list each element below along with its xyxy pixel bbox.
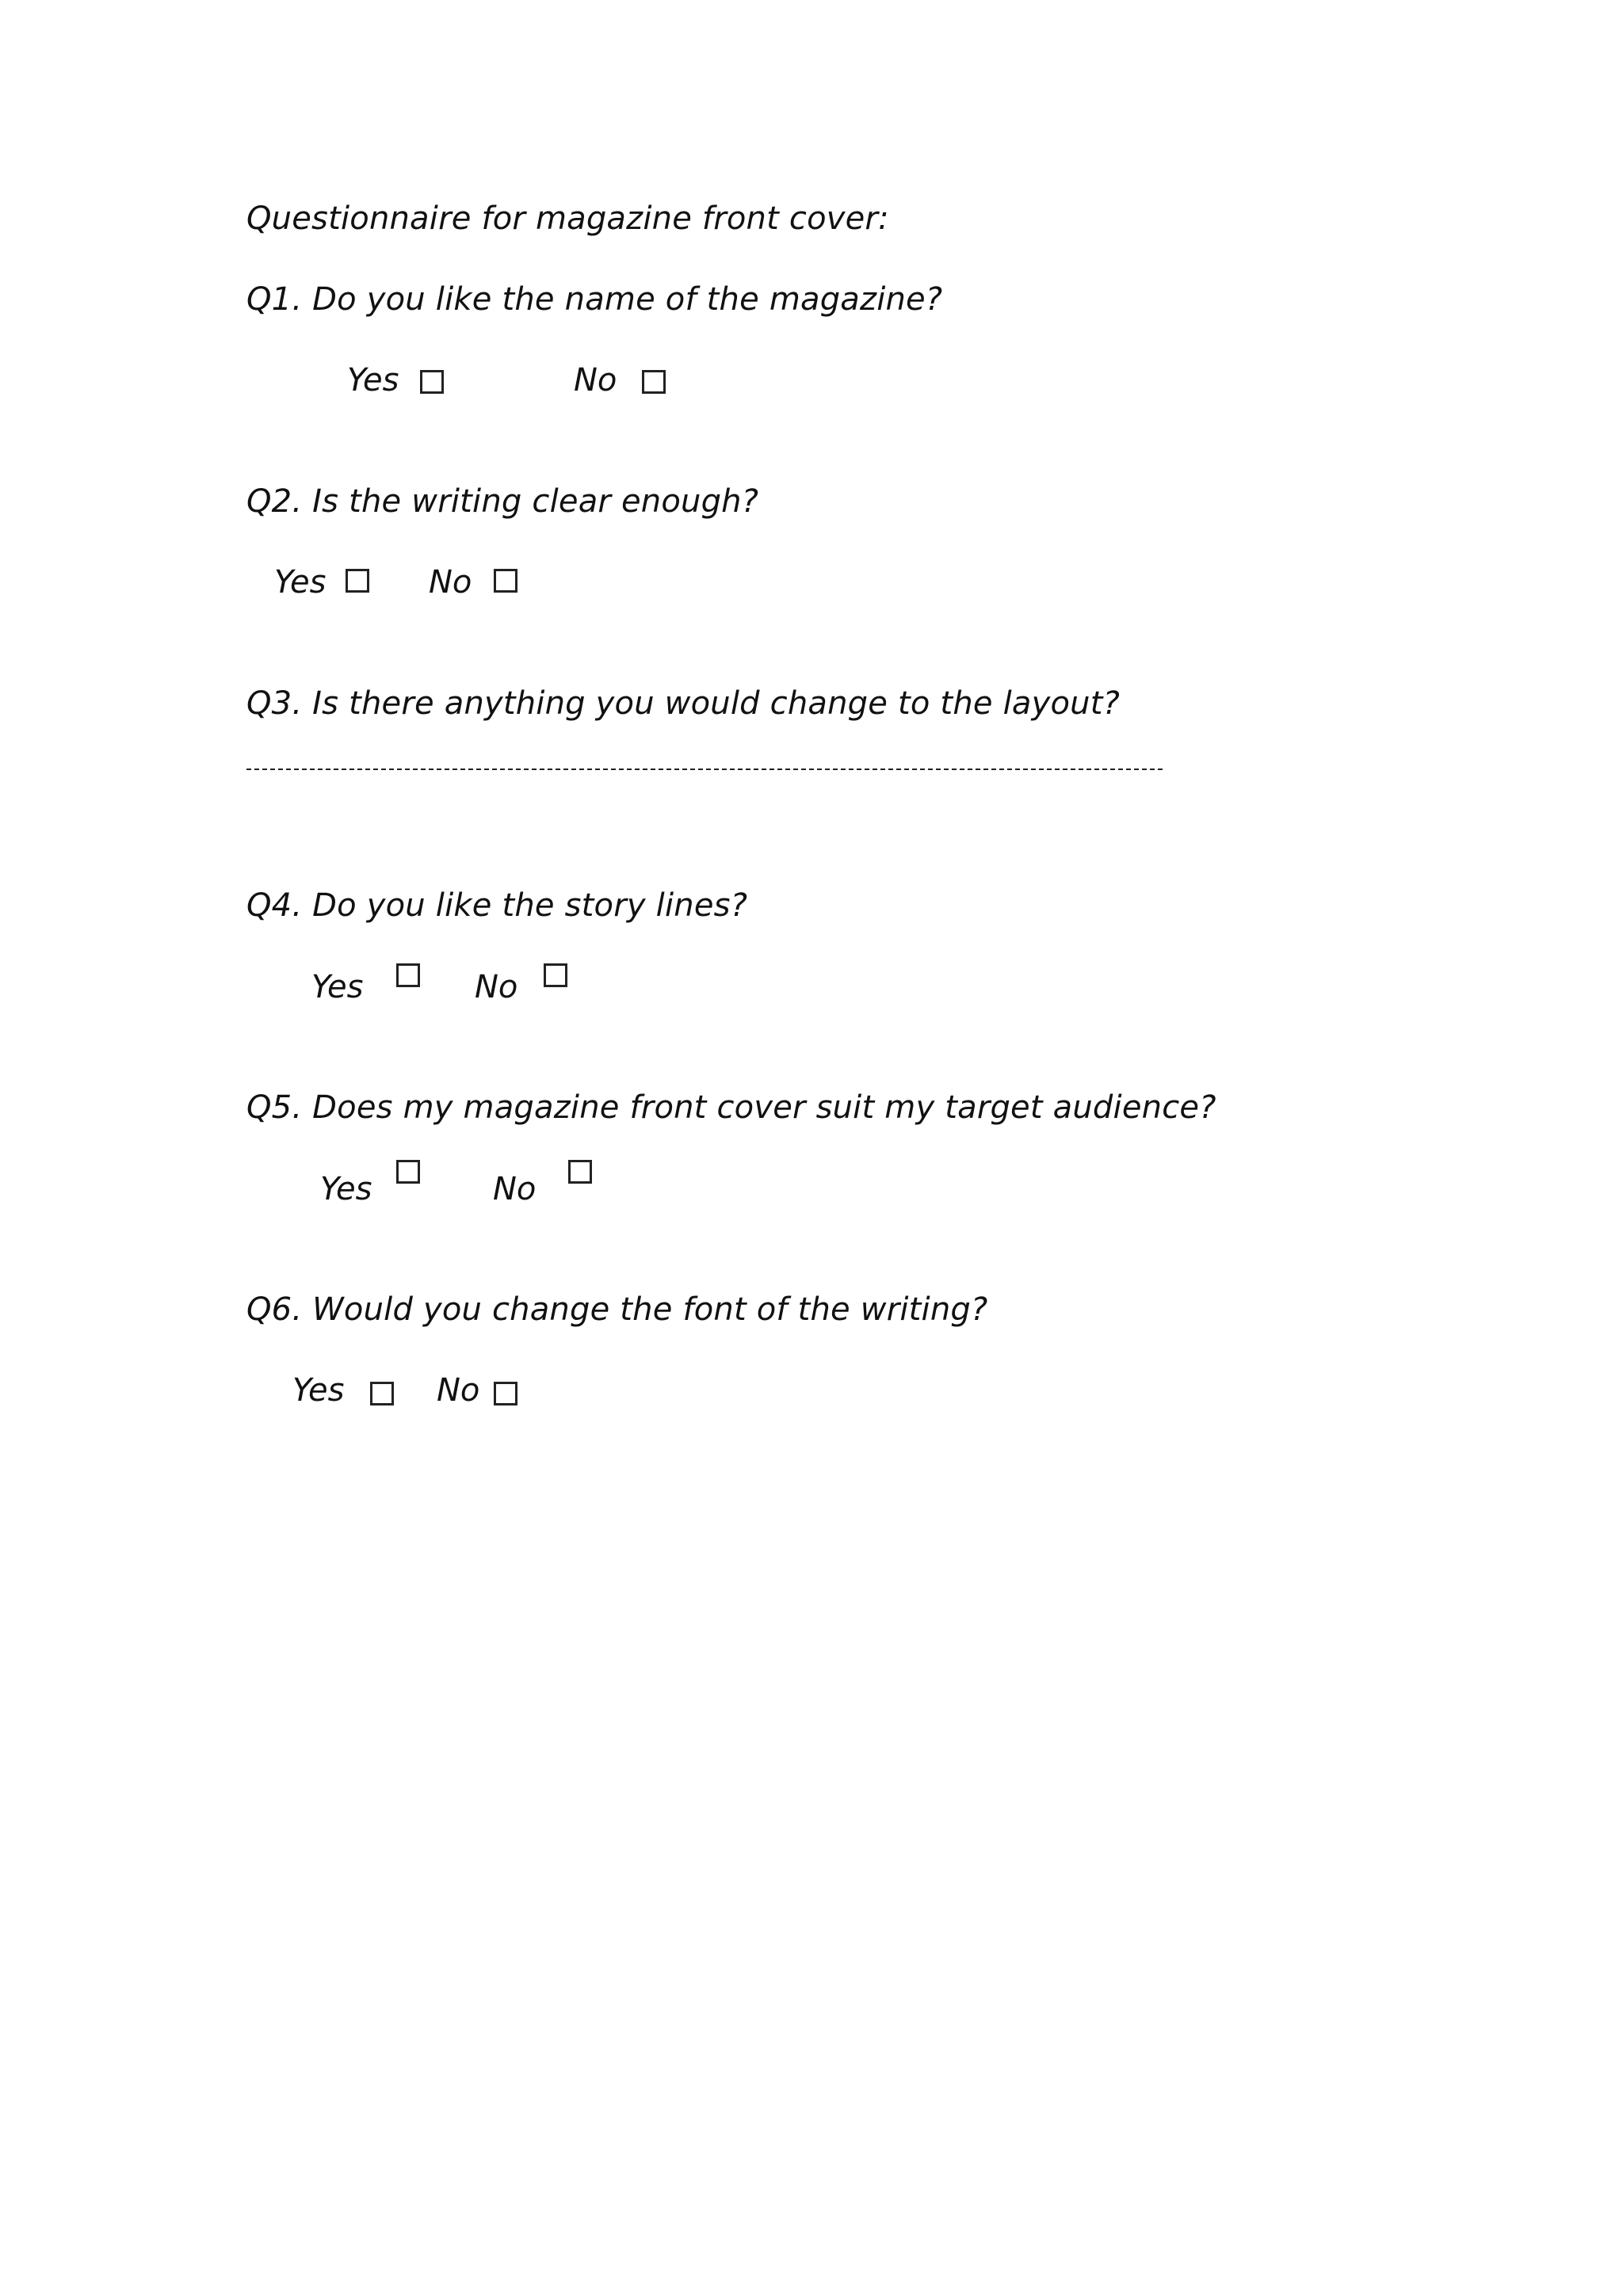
q5-yes-label: Yes	[320, 1171, 372, 1207]
q4-no-checkbox[interactable]	[544, 963, 567, 987]
question-2: Q2. Is the writing clear enough?	[246, 483, 759, 520]
q5-no-label: No	[493, 1171, 537, 1207]
q6-no-label: No	[437, 1372, 480, 1409]
q4-yes-checkbox[interactable]	[396, 963, 420, 987]
q2-no-label: No	[429, 564, 472, 601]
q1-yes-checkbox[interactable]	[420, 370, 444, 394]
question-5: Q5. Does my magazine front cover suit my target audience?	[246, 1089, 1216, 1126]
q2-yes-checkbox[interactable]	[346, 569, 369, 593]
q1-yes-label: Yes	[347, 362, 399, 399]
q1-no-label: No	[574, 362, 617, 399]
question-3: Q3. Is there anything you would change to the layout?	[246, 685, 1121, 722]
answer-line[interactable]	[246, 769, 1163, 770]
q6-yes-label: Yes	[292, 1372, 345, 1409]
q4-yes-label: Yes	[311, 969, 364, 1005]
page-title: Questionnaire for magazine front cover:	[246, 200, 889, 237]
question-1: Q1. Do you like the name of the magazine?	[246, 281, 943, 318]
q2-yes-label: Yes	[274, 564, 327, 601]
q5-no-checkbox[interactable]	[568, 1160, 592, 1184]
q2-no-checkbox[interactable]	[494, 569, 517, 593]
q6-yes-checkbox[interactable]	[370, 1382, 394, 1405]
q4-no-label: No	[475, 969, 518, 1005]
q1-no-checkbox[interactable]	[642, 370, 666, 394]
question-4: Q4. Do you like the story lines?	[246, 887, 748, 924]
q5-yes-checkbox[interactable]	[396, 1160, 420, 1184]
q6-no-checkbox[interactable]	[494, 1382, 517, 1405]
question-6: Q6. Would you change the font of the writing?	[246, 1291, 988, 1328]
